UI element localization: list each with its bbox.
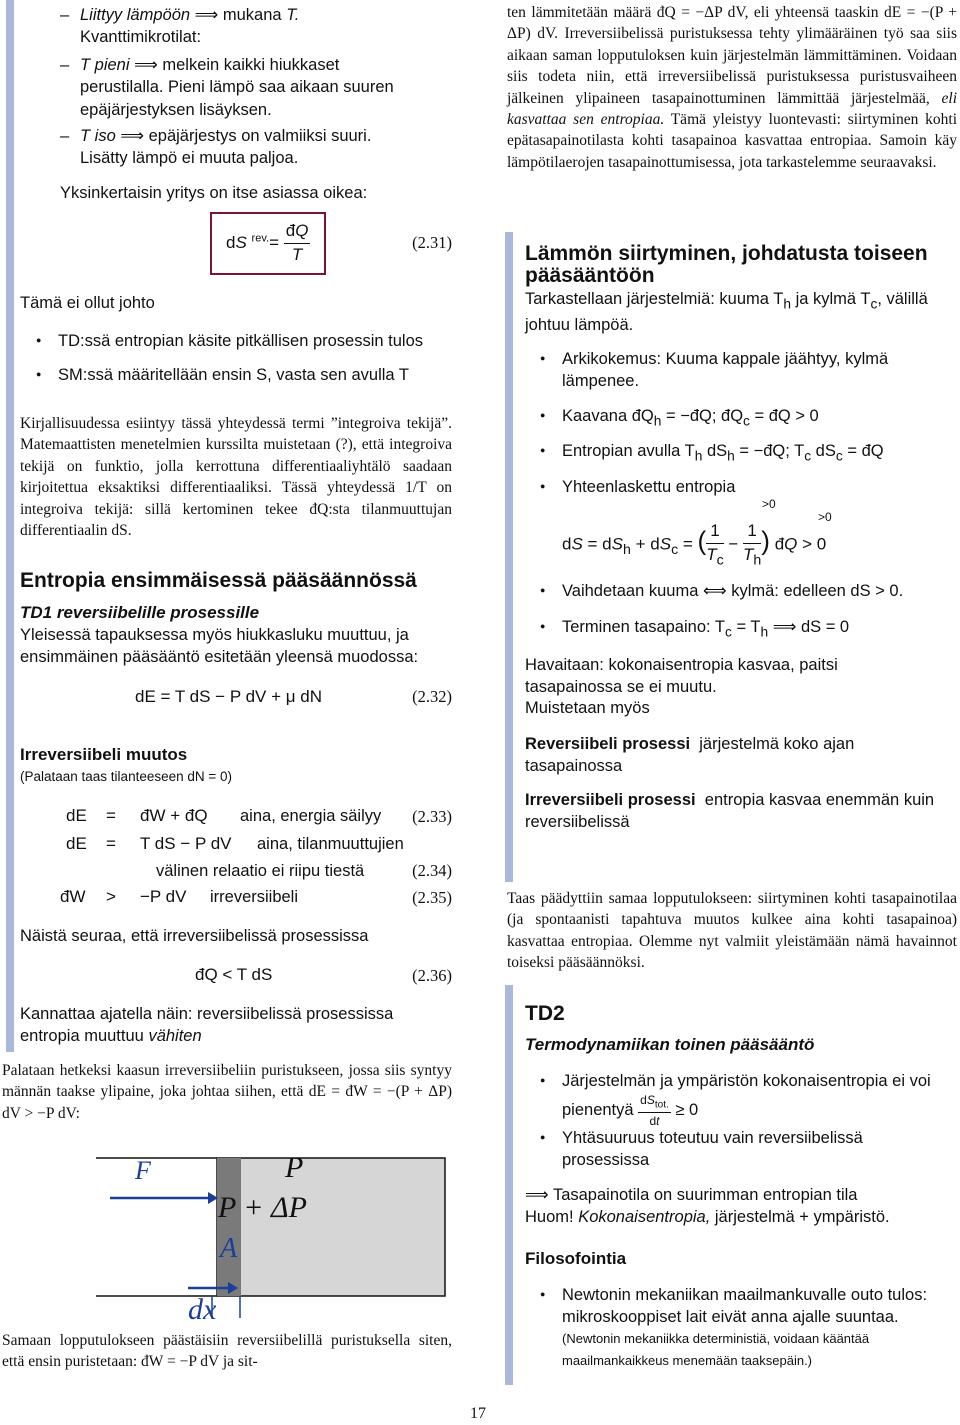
overpressure-label: P + ΔP xyxy=(218,1191,307,1224)
eq234-rhs: T dS − P dV xyxy=(140,834,232,853)
eq234-lhs: dE xyxy=(66,834,87,853)
newton-deterministic-note: (Newtonin mekaniikka deterministiä, voidaan kääntää maailmankaikkeus menemään taaksepäin.) xyxy=(562,1331,870,1369)
eq-number-2-35: (2.35) xyxy=(412,888,452,907)
observed-text: Havaitaan: kokonaisentropia kasvaa, paitsi tasapainossa se ei muutu. xyxy=(525,656,838,697)
area-label: A xyxy=(220,1233,238,1264)
bullet-thermal-equilibrium: ● Terminen tasapaino: $T_c = T_h$ ⟹ dS = 0 xyxy=(562,616,849,642)
total-entropy-equation: dS = $dS_h + dS_c$ = ( $\frac{1}{T_c}$ − $\frac{1}{T_h}$ ) đQ > 0 xyxy=(562,521,827,569)
bullet-sm-entropy: ● SM:ssä määritellään ensin S, vasta sen avulla T xyxy=(58,364,409,386)
bullet-newton-time: ● Newtonin mekaniikan maailmankuvalle outo tulos: mikroskooppiset lait eivät anna ajalle suuntaa. xyxy=(562,1284,960,1329)
bullet-entropy: ● Entropian avulla $T_h$ $dS_h$ = −đQ; $T_c$ $dS_c$ = đQ xyxy=(562,440,884,466)
eq235-op: > xyxy=(106,887,116,906)
integrating-factor-paragraph: Kirjallisuudessa esiintyy tässä yhteydessä termi ”integroiva tekijä”. Matemaattisten menetelmien kurssilta muistetaan (?), että integroiva tekijä on funktio, jolla kerrottuna differentiaaliyhtälö saadaan kirjoitettua eksaktiksi differentiaaliksi. Tässä yhteydessä 1/T on integroiva tekijä: sillä kertominen tekee đQ:sta tilanmuuttujan differentiaalin dS. xyxy=(20,415,452,539)
bullet-total-entropy: ● Yhteenlaskettu entropia xyxy=(562,476,735,498)
equilibrium-paragraph: Taas päädyttiin samaa lopputulokseen: siirtyminen kohti tasapainotilaa (ja spontaanisti tapahtuva muutos kulkee aina kohti tasapainoa) kasvattaa entropiaa. Olemme nyt valmiit yleistämään nämä havainnot toiseksi pääsäännöksi. xyxy=(507,890,957,972)
subheading-td1-reversible: TD1 reversiibelille prosessille xyxy=(20,603,260,622)
eq-number-2-31: (2.31) xyxy=(412,233,452,252)
heat-intro-text: Tarkastellaan järjestelmiä: kuuma $T_h$ ja kylmä $T_c$, välillä johtuu lämpöä. xyxy=(525,290,928,334)
irreversible-note: (Palataan taas tilanteeseen dN = 0) xyxy=(20,769,233,784)
eq233-lhs: dE xyxy=(66,806,87,825)
subheading-second-law: Termodynamiikan toinen pääsääntö xyxy=(525,1035,815,1054)
eq234-text-2: välinen relaatio ei riipu tiestä xyxy=(156,862,365,880)
page-number: 17 xyxy=(470,1405,486,1422)
equation-2-36: đQ < T dS xyxy=(195,965,273,984)
eq234-text: aina, tilanmuuttujien xyxy=(257,835,404,853)
dx-label: dx xyxy=(188,1293,217,1326)
right-column xyxy=(505,0,960,1423)
left-column xyxy=(0,0,460,1423)
right-accent-bar-1 xyxy=(505,232,513,882)
left-accent-bar xyxy=(6,0,14,1052)
boxed-equation-2-31: dS $^{rev.}$= $\frac{đQ}{T}$ xyxy=(210,212,326,275)
eq-number-2-33: (2.33) xyxy=(412,807,452,826)
subheading-irreversible-change: Irreversiibeli muutos xyxy=(20,745,188,764)
continuation-paragraph: ten lämmitetään määrä đQ = −ΔP dV, eli yhteensä taaskin dE = −(P + ΔP) dV. Irreversiibelissä puristuksessa tehty ylimääräinen työ saa siis aikaan saman lopputuloksen kuin järjestelmän lämmittäminen. Voidaan siis todeta niin, että irreversiibelissä puristuksessa puristusvaiheen jälkeinen ylipaineen tasapainottuminen lämmittää järjestelmää, eli kasvattaa sen entropiaa. Tämä yleistyy luontevasti: siirtyminen kohti epätasapainotilasta kohti tasapainoa kasvattaa entropiaa. Samoin käy lämpötilaerojen tasapainottumisessa, jota tarkastelemme seuraavaksi. xyxy=(507,4,958,171)
bullet-total-entropy-nondecreasing: ● Järjestelmän ja ympäristön kokonaisentropia ei voi pienentyä $\frac{dS_{tot.}}{dt}$ ≥ 0 xyxy=(562,1070,960,1129)
eq233-text: aina, energia säilyy xyxy=(240,807,382,825)
eq-number-2-36: (2.36) xyxy=(412,966,452,985)
think-this-way-text: Kannattaa ajatella näin: reversiibelissä prosessissa entropia muuttuu vähiten xyxy=(20,1005,394,1046)
section-heading-entropy-first-law: Entropia ensimmäisessä pääsäännössä xyxy=(20,569,417,592)
td1-general-text: Yleisessä tapauksessa myös hiukkasluku muuttuu, ja ensimmäinen pääsääntö esitetään yleensä muodossa: xyxy=(20,626,419,667)
eq233-rhs: đW + đQ xyxy=(140,806,208,825)
eq235-lhs: đW xyxy=(60,887,86,906)
bullet-formula: ● Kaavana $đQ_h$ = −đQ; $đQ_c$ = đQ > 0 xyxy=(562,405,819,431)
simplest-attempt-text: Yksinkertaisin yritys on itse asiassa oikea: xyxy=(60,184,368,202)
remember-text: Muistetaan myös xyxy=(525,699,650,717)
piston-paragraph: Palataan hetkeksi kaasun irreversiibeliin puristukseen, jossa siis syntyy männän taakse ylipaine, joka johtaa siihen, että dE = đW = −(P + ΔP) dV > −P dV: xyxy=(2,1062,452,1122)
eq235-text: irreversiibeli xyxy=(210,888,299,906)
irreversible-definition: Irreversiibeli prosessi entropia kasvaa enemmän kuin reversiibelissä xyxy=(525,791,935,832)
note-total-entropy: Huom! Kokonaisentropia, järjestelmä + ympäristö. xyxy=(525,1208,890,1226)
bullet-everyday-experience: ● Arkikokemus: Kuuma kappale jäähtyy, kylmä lämpenee. xyxy=(562,348,932,393)
eq-number-2-34: (2.34) xyxy=(412,861,452,880)
dash-item-heat: – Liittyy lämpöön ⟹ mukana T. Kvanttimikrotilat: xyxy=(80,4,450,49)
overbrace-label-2: >0 xyxy=(818,510,832,524)
section-heading-td2: TD2 xyxy=(525,1002,565,1025)
force-label: F xyxy=(135,1156,151,1185)
reversible-compression-paragraph: Samaan lopputulokseen päästäisiin reversiibelillä puristuksella siten, että ensin puristetaan: đW = −P dV ja sit- xyxy=(2,1332,452,1371)
dash-item-small-t: – T pieni ⟹ melkein kaikki hiukkaset perustilalla. Pieni lämpö saa aikaan suuren epäjärjestyksen lisäyksen. xyxy=(80,54,450,121)
right-accent-bar-2 xyxy=(505,985,513,1385)
bullet-swap: ● Vaihdetaan kuuma ⟺ kylmä: edelleen dS > 0. xyxy=(562,580,903,602)
reversible-definition: Reversiibeli prosessi järjestelmä koko ajan tasapainossa xyxy=(525,735,855,776)
from-this-text: Näistä seuraa, että irreversiibelissä prosessissa xyxy=(20,927,369,945)
bullet-equality-reversible: ● Yhtäsuuruus toteutuu vain reversiibelissä prosessissa xyxy=(562,1127,902,1172)
max-entropy-statement: ⟹ Tasapainotila on suurimman entropian tila xyxy=(525,1186,858,1204)
equation-2-32: dE = T dS − P dV + μ dN xyxy=(135,687,322,706)
subheading-philosophy: Filosofointia xyxy=(525,1249,627,1268)
not-derived-label: Tämä ei ollut johto xyxy=(20,294,155,312)
eq235-rhs: −P dV xyxy=(140,887,187,906)
eq234-op: = xyxy=(106,834,116,853)
overbrace-label-1: >0 xyxy=(762,497,776,511)
dash-item-large-t: – T iso ⟹ epäjärjestys on valmiiksi suuri. Lisätty lämpö ei muuta paljoa. xyxy=(80,125,450,170)
eq-number-2-32: (2.32) xyxy=(412,687,452,706)
bullet-td-entropy: ● TD:ssä entropian käsite pitkällisen prosessin tulos xyxy=(58,330,423,352)
eq233-op: = xyxy=(106,806,116,825)
section-heading-heat-transfer: Lämmön siirtyminen, johdatusta toiseen pääsääntöön xyxy=(525,242,928,288)
pressure-label: P xyxy=(285,1151,304,1184)
